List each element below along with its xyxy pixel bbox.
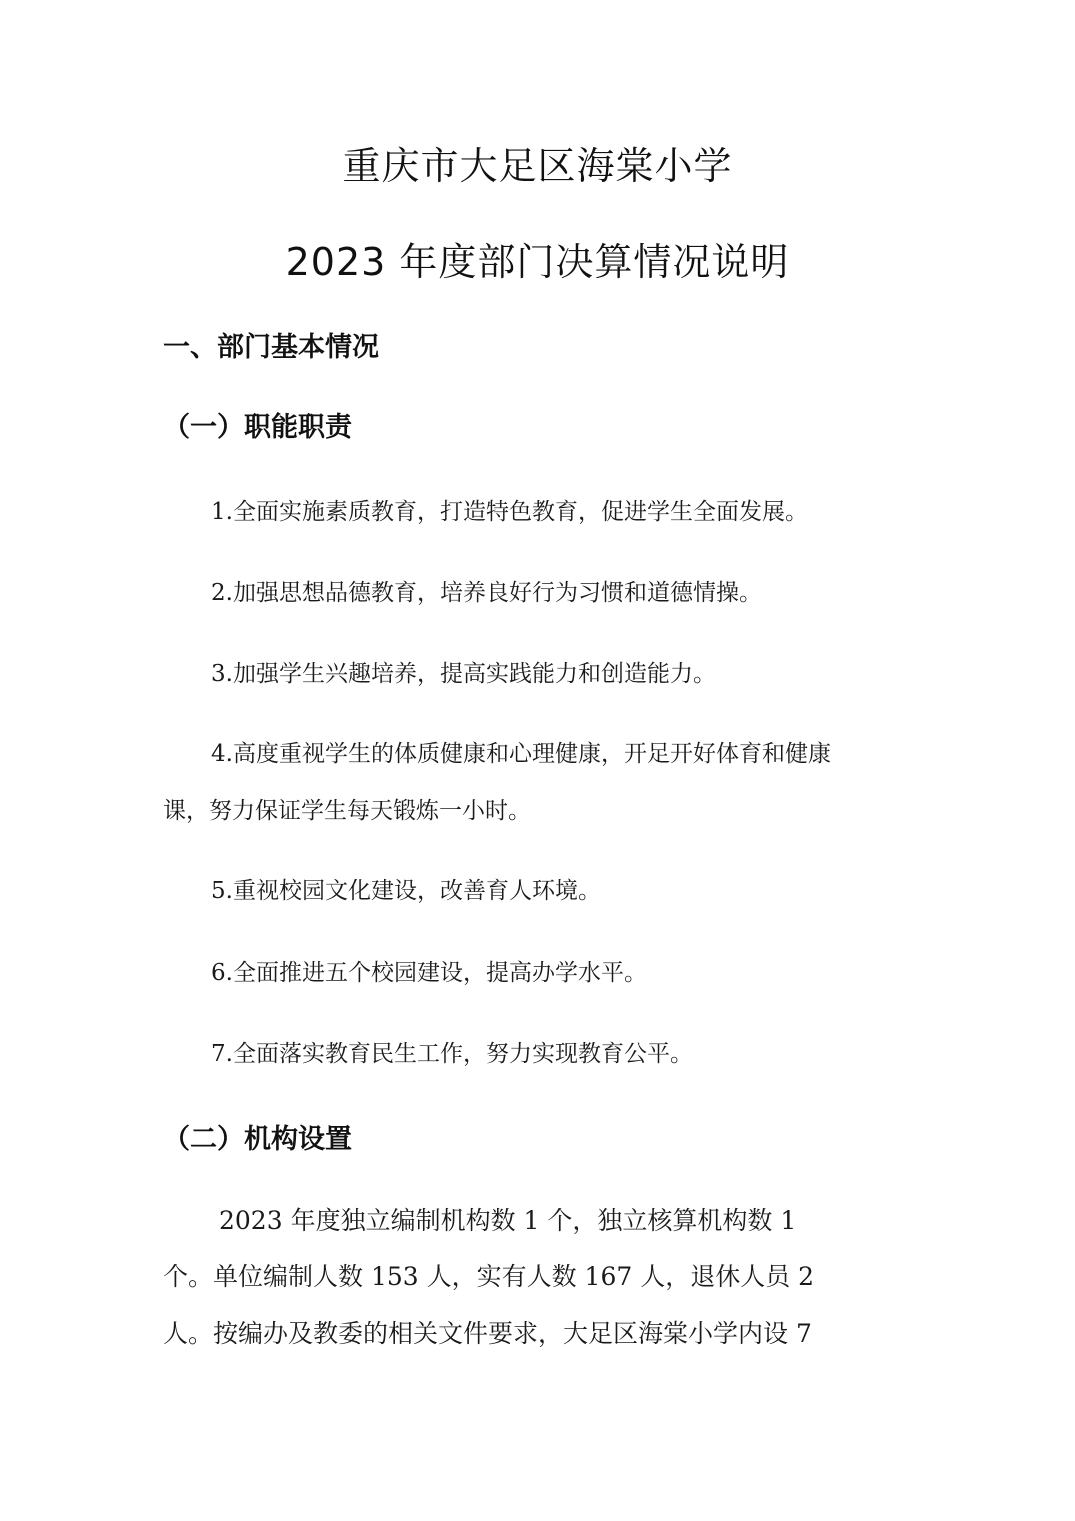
duty-item-2 [163, 575, 913, 611]
duty-item-4-continued [163, 793, 913, 829]
document-title-line-1: 重庆市大足区海棠小学 [342, 144, 733, 188]
duty-item-7-text: 7.全面落实教育民生工作，努力实现教育公平。 [211, 1041, 693, 1067]
duty-item-4-continued-text: 课，努力保证学生每天锻炼一小时。 [163, 798, 531, 824]
duty-item-2-text: 2.加强思想品德教育，培养良好行为习惯和道德情操。 [211, 580, 762, 606]
duty-item-3 [163, 656, 913, 692]
duty-item-1 [163, 494, 913, 530]
duty-item-4 [163, 736, 913, 772]
section-heading-basic-info: 一、部门基本情况 [163, 332, 379, 363]
organization-paragraph-line-1 [163, 1203, 913, 1239]
duty-item-6-text: 6.全面推进五个校园建设，提高办学水平。 [211, 960, 647, 986]
duty-item-7 [163, 1036, 913, 1072]
duty-item-5 [163, 873, 913, 909]
organization-line-1-text: 2023 年度独立编制机构数 1 个，独立核算机构数 1 [219, 1206, 797, 1235]
duty-item-6 [163, 955, 913, 991]
subsection-heading-duties: （一）职能职责 [163, 412, 352, 443]
organization-paragraph-line-3: 人。按编办及教委的相关文件要求，大足区海棠小学内设 7 [163, 1319, 812, 1348]
organization-paragraph-line-2: 个。单位编制人数 153 人，实有人数 167 人，退休人员 2 [163, 1262, 815, 1291]
duty-item-4-text: 4.高度重视学生的体质健康和心理健康，开足开好体育和健康 [211, 741, 831, 767]
duty-item-5-text: 5.重视校园文化建设，改善育人环境。 [211, 878, 601, 904]
duty-item-3-text: 3.加强学生兴趣培养，提高实践能力和创造能力。 [211, 661, 716, 687]
document-title-line-2: 2023 年度部门决算情况说明 [285, 240, 790, 284]
duty-item-1-text: 1.全面实施素质教育，打造特色教育，促进学生全面发展。 [211, 499, 808, 525]
subsection-heading-organization: （二）机构设置 [163, 1124, 352, 1155]
